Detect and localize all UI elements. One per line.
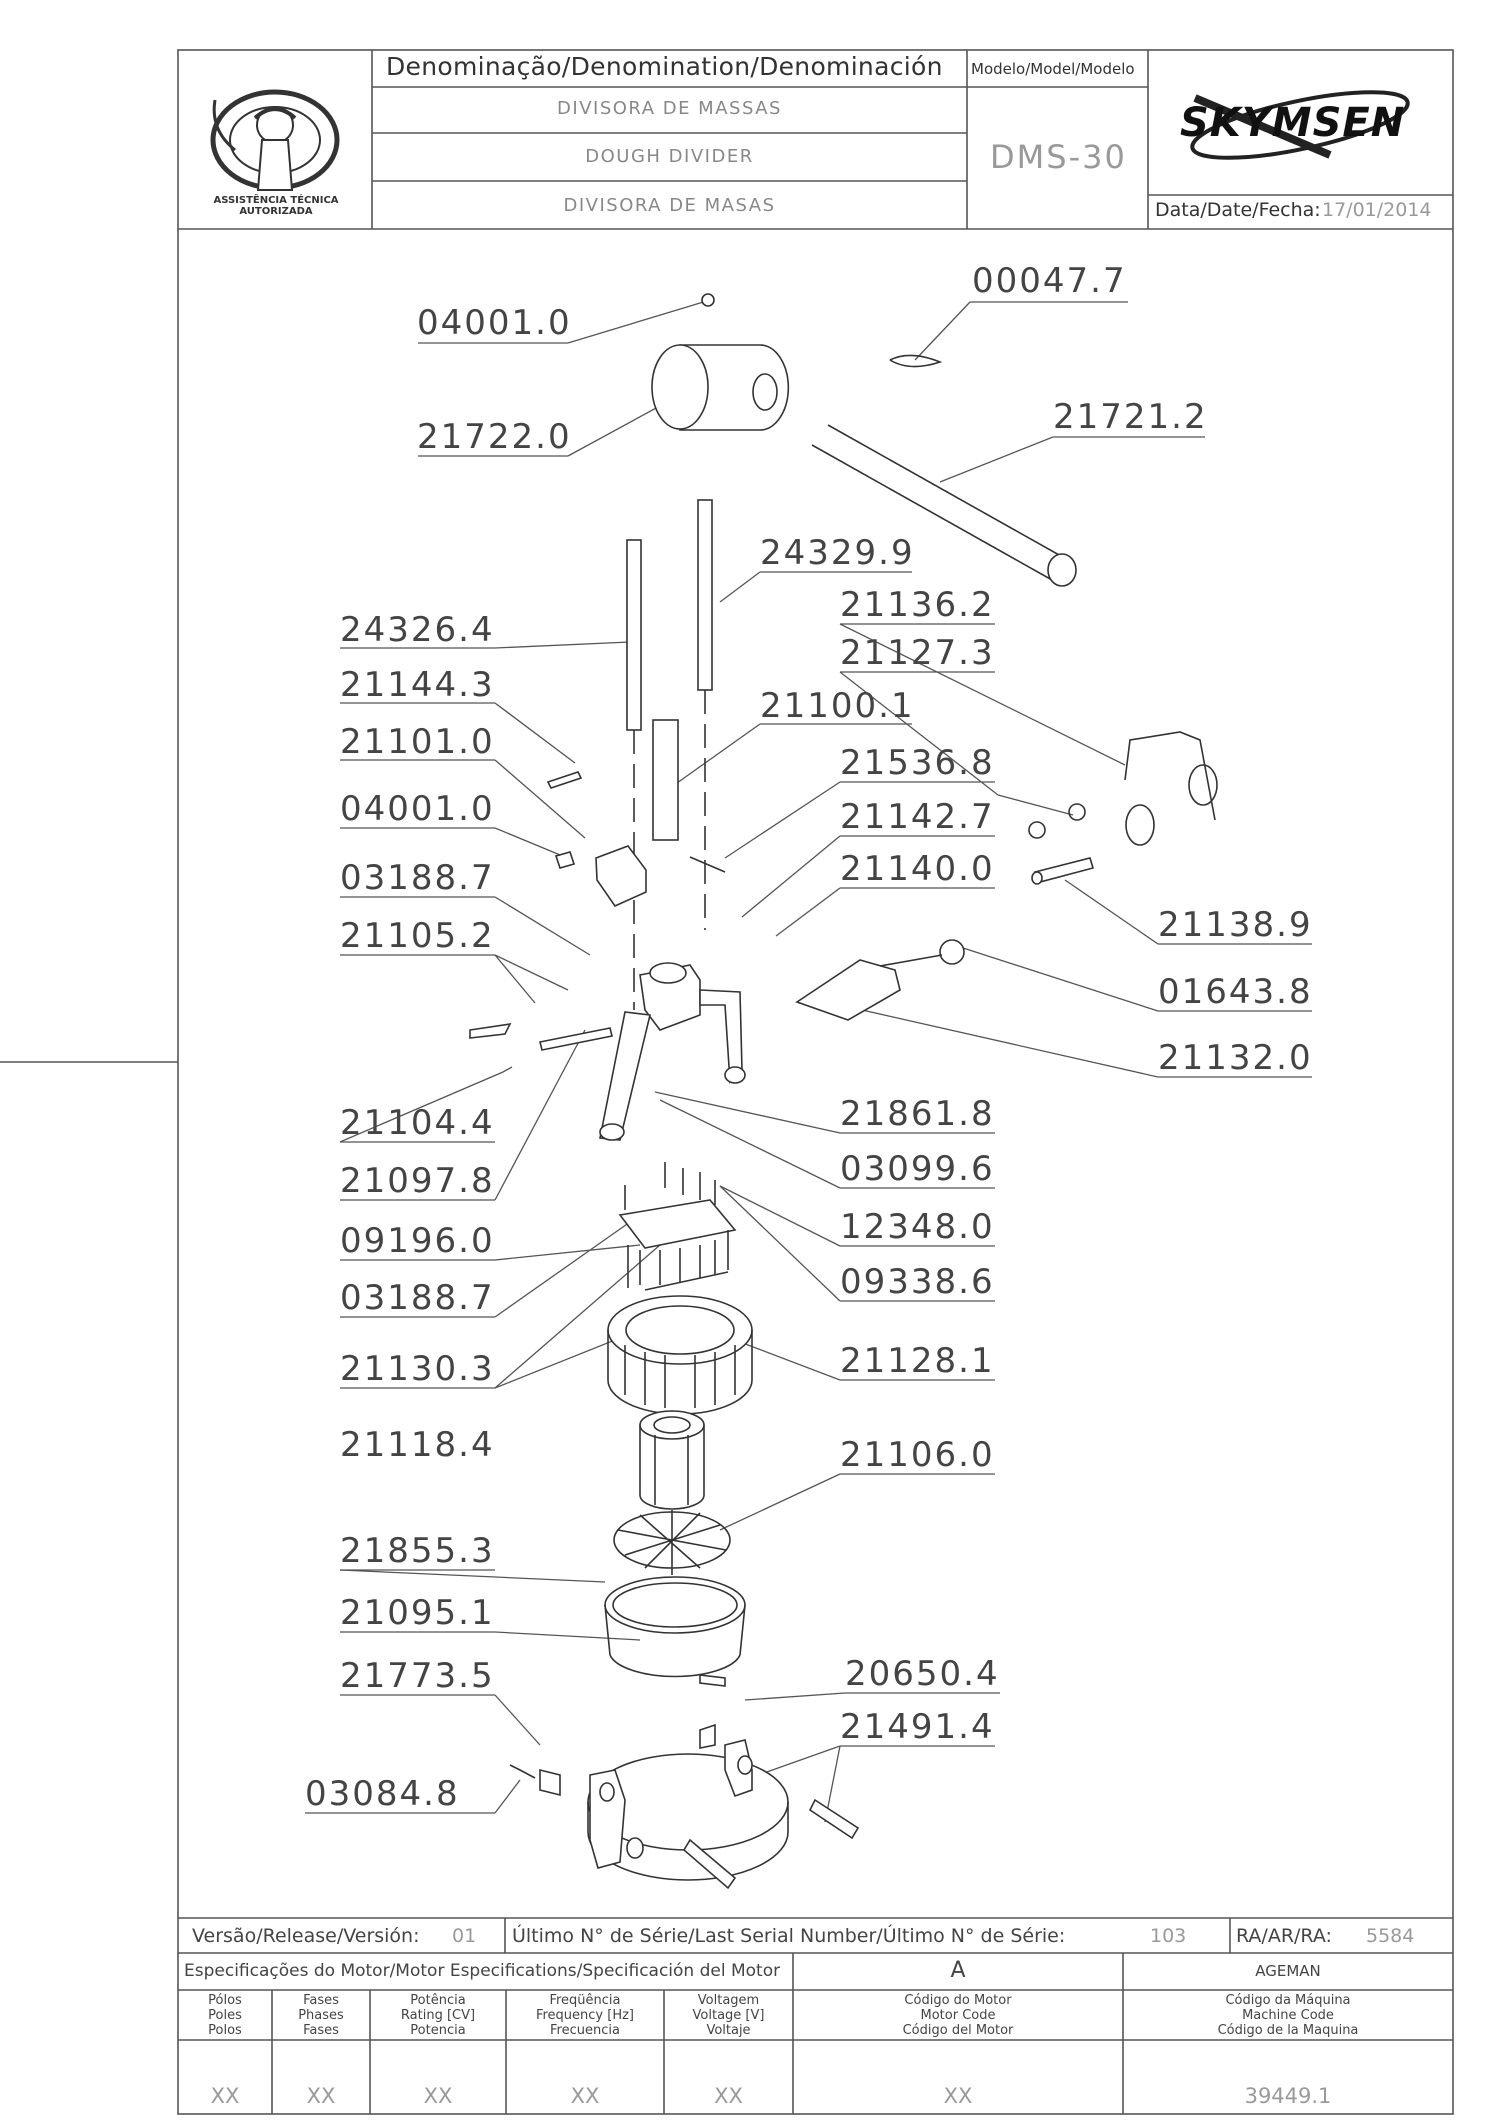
blade-star <box>614 1510 730 1575</box>
col-frequency: Freqüência Frequency [Hz] Frecuencia <box>535 1993 635 2038</box>
part-label-03099-6: 03099.6 <box>840 1149 995 1189</box>
part-label-20650-4: 20650.4 <box>845 1654 1000 1694</box>
part-label-21773-5: 21773.5 <box>340 1656 495 1696</box>
seal-text: ASSISTÊNCIA TÉCNICA AUTORIZADA <box>213 195 339 217</box>
part-label-09338-6: 09338.6 <box>840 1262 995 1302</box>
ra-label: RA/AR/RA: <box>1236 1925 1332 1947</box>
motor-letter: A <box>950 1958 966 1983</box>
part-label-21722-0: 21722.0 <box>417 417 572 457</box>
part-label-21104-4: 21104.4 <box>340 1103 495 1143</box>
part-label-21491-4: 21491.4 <box>840 1707 995 1747</box>
part-label-21106-0: 21106.0 <box>840 1435 995 1475</box>
motor-code-value: XX <box>943 2084 973 2108</box>
date-value: 17/01/2014 <box>1322 199 1432 221</box>
col-machine-code: Código da Máquina Machine Code Código de la Maquina <box>1217 1993 1359 2038</box>
part-label-21861-8: 21861.8 <box>840 1094 995 1134</box>
model-label: Modelo/Model/Modelo <box>971 60 1135 78</box>
part-label-21118-4: 21118.4 <box>340 1425 495 1465</box>
part-label-21128-1: 21128.1 <box>840 1341 995 1381</box>
version-label: Versão/Release/Versión: <box>192 1925 420 1947</box>
part-label-21536-8: 21536.8 <box>840 743 995 783</box>
denomination-label: Denominação/Denomination/Denominación <box>386 52 943 81</box>
part-label-21095-1: 21095.1 <box>340 1593 495 1633</box>
part-label-21127-3: 21127.3 <box>840 633 995 673</box>
part-label-04001-0: 04001.0 <box>340 789 495 829</box>
name-english: DOUGH DIVIDER <box>585 146 754 167</box>
part-label-03188-7-b: 03188.7 <box>340 1278 495 1318</box>
part-label-00047-7: 00047.7 <box>972 261 1127 301</box>
part-label-24326-4: 24326.4 <box>340 610 495 650</box>
ra-value: 5584 <box>1366 1925 1415 1947</box>
part-label-21130-3: 21130.3 <box>340 1349 495 1389</box>
part-label-03084-8: 03084.8 <box>305 1774 460 1814</box>
name-portuguese: DIVISORA DE MASSAS <box>557 98 782 119</box>
date-label: Data/Date/Fecha: <box>1155 199 1321 221</box>
part-label-12348-0: 12348.0 <box>840 1207 995 1247</box>
serial-label: Último N° de Série/Last Serial Number/Último N° de Série: <box>512 1925 1066 1947</box>
part-label-24329-9: 24329.9 <box>760 533 915 573</box>
part-label-21142-7: 21142.7 <box>840 797 995 837</box>
col-motor-code: Código do Motor Motor Code Código del Motor <box>902 1993 1014 2038</box>
ageman-label: AGEMAN <box>1255 1962 1321 1980</box>
authorized-service-seal <box>213 92 337 190</box>
brand-name: SKYMSEN <box>1180 100 1406 146</box>
poles-value: XX <box>210 2084 240 2108</box>
frequency-value: XX <box>570 2084 600 2108</box>
part-label-21138-9: 21138.9 <box>1158 905 1313 945</box>
part-label-21132-0: 21132.0 <box>1158 1038 1313 1078</box>
serial-value: 103 <box>1150 1925 1187 1947</box>
part-label-21144-3: 21144.3 <box>340 665 495 705</box>
part-label-21721-2: 21721.2 <box>1053 397 1208 437</box>
machine-code-value: 39449.1 <box>1244 2084 1332 2108</box>
power-value: XX <box>423 2084 453 2108</box>
phases-value: XX <box>306 2084 336 2108</box>
part-label-04001-0-top: 04001.0 <box>417 303 572 343</box>
col-power: Potência Rating [CV] Potencia <box>400 1993 476 2038</box>
col-voltage: Voltagem Voltage [V] Voltaje <box>692 1993 765 2038</box>
part-label-21100-1: 21100.1 <box>760 686 915 726</box>
part-label-01643-8: 01643.8 <box>1158 972 1313 1012</box>
part-label-21101-0: 21101.0 <box>340 722 495 762</box>
part-label-09196-0: 09196.0 <box>340 1221 495 1261</box>
col-phases: Fases Phases Fases <box>298 1993 344 2038</box>
voltage-value: XX <box>714 2084 743 2108</box>
name-spanish: DIVISORA DE MASAS <box>563 195 776 216</box>
version-value: 01 <box>452 1925 477 1947</box>
part-label-21140-0: 21140.0 <box>840 849 995 889</box>
part-label-21855-3: 21855.3 <box>340 1531 495 1571</box>
part-label-21097-8: 21097.8 <box>340 1161 495 1201</box>
part-label-03188-7-a: 03188.7 <box>340 858 495 898</box>
motor-spec-label: Especificações do Motor/Motor Especifications/Specificación del Motor <box>184 1961 781 1981</box>
col-poles: Pólos Poles Polos <box>208 1993 242 2038</box>
part-label-21105-2: 21105.2 <box>340 916 495 956</box>
model-value: DMS-30 <box>990 138 1127 176</box>
part-label-21136-2: 21136.2 <box>840 585 995 625</box>
